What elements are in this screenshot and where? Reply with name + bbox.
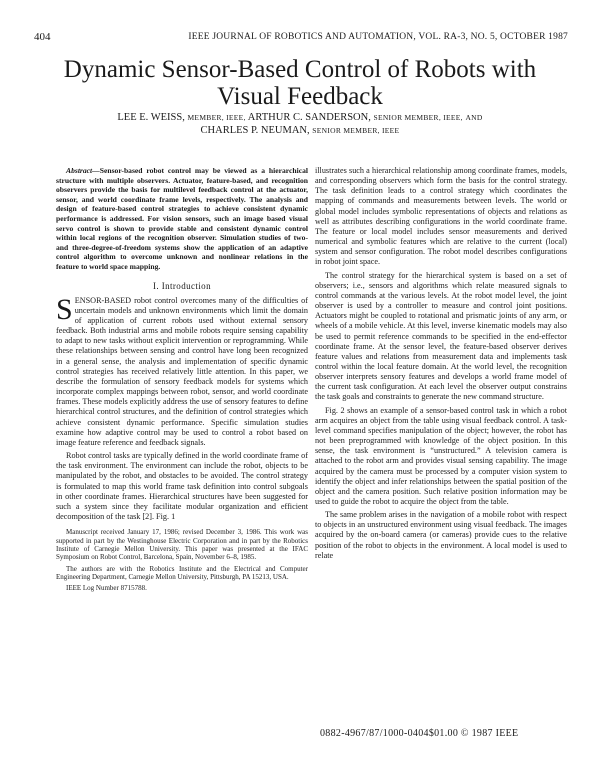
abstract xyxy=(56,166,308,272)
author-line-1 xyxy=(40,112,560,125)
author-1-grade: MEMBER, IEEE, xyxy=(187,113,246,122)
author-1-name: LEE E. WEISS, xyxy=(117,112,185,123)
intro-paragraph-1 xyxy=(56,292,308,448)
intro-paragraph-2: Robot control tasks are typically defined in the world coordinate frame of the task environment. The environment can include the robot, objects to be manipulated by the robot, and obstacles to be avoided. The control strategy is formulated to map this world frame task definition into control subgoals in other coordinate frames. Hierarchical structures have been suggested for such a system since they facilitate modular organization and efficient decomposition of the task [2]. Fig. 1 xyxy=(56,451,308,521)
footnote-manuscript: Manuscript received January 17, 1986; revised December 3, 1986. This work was supported in part by the Westinghouse Electric Corporation and in part by the Robotics Institute of Carnegie Mellon University. This paper was presented at the IFAC Symposium on Robot Control, Barcelona, Spain, November 6–8, 1985. xyxy=(56,528,308,562)
title-line-1: Dynamic Sensor-Based Control of Robots with xyxy=(63,56,537,83)
ieee-log-number: IEEE Log Number 8715788. xyxy=(66,583,147,592)
footnote xyxy=(56,528,308,592)
author-2-grade: SENIOR MEMBER, IEEE, xyxy=(373,113,463,122)
footnote-affiliation: The authors are with the Robotics Institute and the Electrical and Computer Engineering Department, Carnegie Mellon University, Pittsburgh, PA 15213, USA. xyxy=(56,564,308,582)
author-block xyxy=(40,112,560,137)
right-paragraph-2: The control strategy for the hierarchical system is based on a set of observers; i.e., sensors and algorithms which relate measured signals to control commands at the various levels. At the robot model level, the joint observer is used by a controller to measure and control joint positions. Actuators might be coupled to rotational and prismatic joints of any arm, or wheels of a mobile vehicle. At this level, inverse kinematic models may also be used to permit reference commands to be specified in the end-effector coordinate frame. At the sensor level, the feature-based observer derives feature values and relations from measurement data and implements task control within the local feature domain. At the world level, the recognition observer interprets sensory features and develops a world frame model of the current task configuration. At each level the observer output constrains the task goals and constraints to generate the new command structure. xyxy=(315,270,567,402)
page-number: 404 xyxy=(34,31,51,43)
abstract-label: Abstract— xyxy=(66,166,100,175)
paper-title xyxy=(30,56,570,110)
copyright-code: 0882-4967/87/1000-0404$01.00 © 1987 IEEE xyxy=(320,728,519,739)
intro-paragraph-1-text: ENSOR-BASED robot control overcomes many of the difficulties of uncertain models and unknown environments which limit the domain of application of current robots used without external sensory feedback. Both industrial arms and mobile robots require sensing capability to adapt to new tasks without explicit intervention or reprogramming. While these relationships between sensing and control have long been recognized in a general sense, the analysis and implementation of specific dynamic control strategies has received relatively little attention. In this paper, we describe the formulation of sensory feedback models for systems which incorporate complex mappings between robot, sensor, and world coordinate frames. These models explicitly address the use of sensory features to define hierarchical control structures, and the definition of control strategies which achieve consistent dynamic performance. Specific simulation studies examine how adaptive control may be used to control a robot based on image feature reference and feedback signals. xyxy=(56,295,308,447)
author-and: AND xyxy=(465,113,483,122)
author-3-name: CHARLES P. NEUMAN, xyxy=(200,124,310,136)
journal-citation: IEEE JOURNAL OF ROBOTICS AND AUTOMATION, VOL. RA-3, NO. 5, OCTOBER 1987 xyxy=(188,32,568,42)
running-header xyxy=(34,31,568,45)
left-column xyxy=(56,166,308,592)
abstract-text: Sensor-based robot control may be viewed as a hierarchical structure with multiple observers. Actuator, feature-based, and recognition observers provide the basis for multilevel feedback control at the actuator, sensor, and world coordinate frame levels, respectively. The analysis and design of feature-based control strategies to achieve consistent dynamic performance is addressed. For vision sensors, such an image based visual servo control is shown to provide stable and consistent dynamic control within local regions of the recognition observer. Simulation studies of two- and three-degree-of-freedom systems show the application of an adaptive control algorithm to overcome unknown and nonlinear relations in the feature to world space mapping. xyxy=(56,166,308,271)
author-2-name: ARTHUR C. SANDERSON, xyxy=(247,112,371,123)
right-column xyxy=(315,166,567,561)
right-paragraph-3: Fig. 2 shows an example of a sensor-based control task in which a robot arm acquires an object from the table using visual feedback control. A task-level command specifies manipulation of the object; however, the robot has not been preprogrammed with knowledge of the object position. In this sense, the task environment is “unstructured.” A television camera is attached to the robot arm and provides visual sensing capability. The image acquired by the camera must be processed by a computer vision system to identify the object and infer relationships between the spatial position of the object and the camera position. Such relative position information may be used to guide the robot to acquire the object from the table. xyxy=(315,405,567,506)
right-paragraph-4: The same problem arises in the navigation of a mobile robot with respect to objects in an unstructured environment using visual feedback. The images acquired by the on-board camera (or cameras) provide cues to the relative position of the robot to objects in the environment. A local model is used to relate xyxy=(315,510,567,560)
right-paragraph-1: illustrates such a hierarchical relationship among coordinate frames, models, and corresponding observers which form the basis for the control strategy. The task definition leads to a control strategy which coordinates the mapping of commands and measurements between levels. The world or global model includes symbolic representations of objects and relations as well as attributes describing configurations in the world coordinate frame. The feature or local model includes sensor measurements and derived numerical and symbolic features which are relative to the current (local) system and sensor configuration. The robot model describes configurations in robot joint space. xyxy=(315,166,567,267)
author-line-2 xyxy=(40,125,560,138)
drop-cap: S xyxy=(56,292,73,326)
author-3-grade: SENIOR MEMBER, IEEE xyxy=(312,125,400,135)
title-line-2: Visual Feedback xyxy=(217,83,383,110)
section-heading: I. Introduction xyxy=(153,280,211,291)
